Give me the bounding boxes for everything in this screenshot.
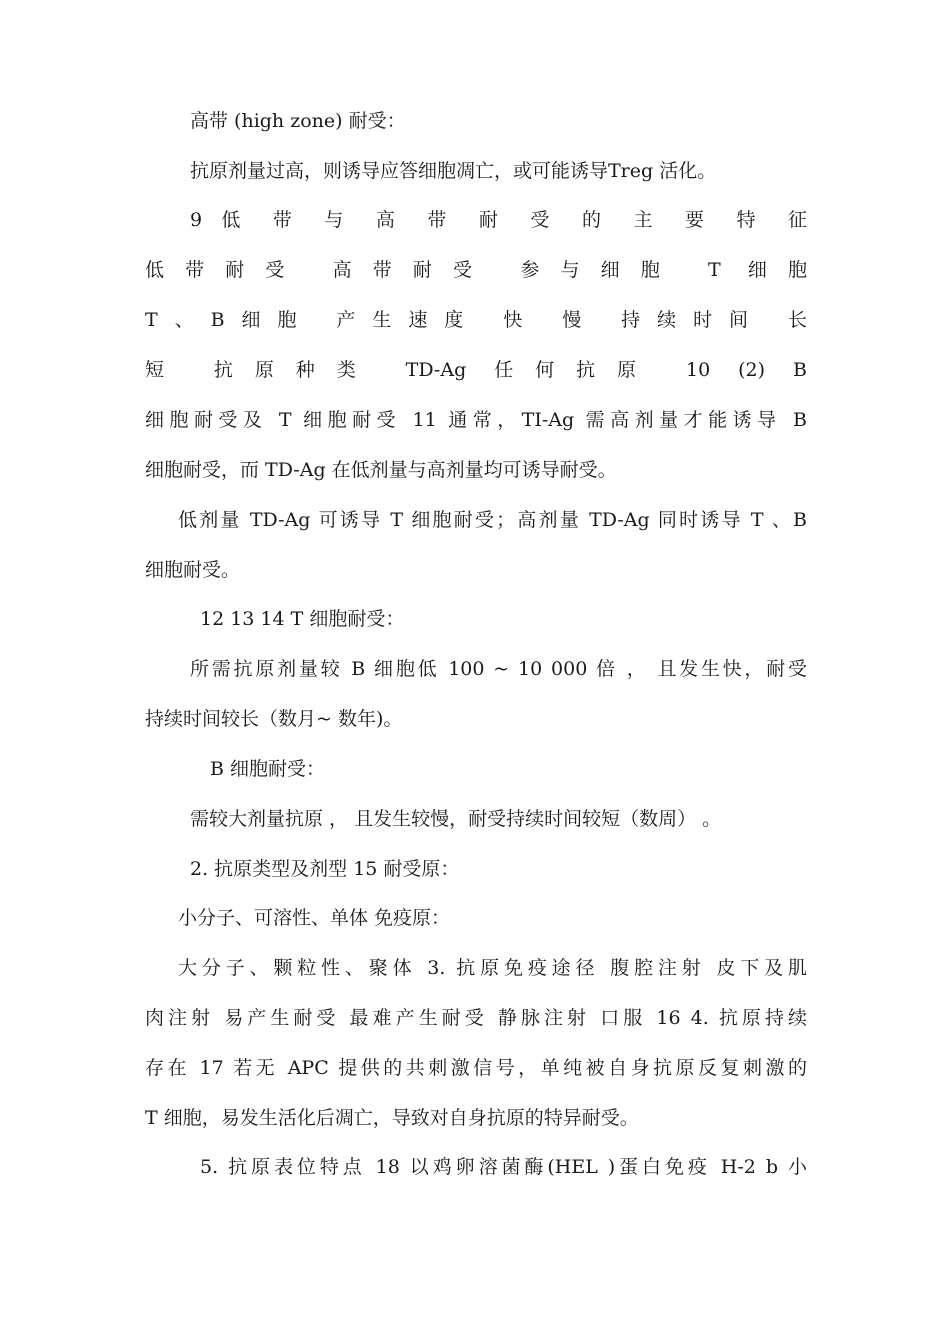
text-line: 抗原剂量过高，则诱导应答细胞凋亡，或可能诱导Treg 活化。 <box>190 160 717 182</box>
text-line: B 细胞耐受： <box>210 758 326 780</box>
text-line: 5. 抗原表位特点 18 以鸡卵溶菌酶(HEL )蛋白免疫 H-2 b 小 <box>200 1156 807 1178</box>
text-line: T 细胞，易发生活化后凋亡，导致对自身抗原的特异耐受。 <box>145 1107 639 1129</box>
text-line: 9 低 带 与 高 带 耐 受 的 主 要 特 征 <box>190 209 807 231</box>
text-line: 细胞耐受。 <box>145 559 241 581</box>
text-line: 低剂量 TD-Ag 可诱导 T 细胞耐受；高剂量 TD-Ag 同时诱导 T 、B <box>178 509 807 531</box>
text-line: 肉注射 易产生耐受 最难产生耐受 静脉注射 口服 16 4. 抗原持续 <box>145 1007 807 1029</box>
text-line: 存在 17 若无 APC 提供的共刺激信号，单纯被自身抗原反复刺激的 <box>145 1057 807 1079</box>
text-line: T、B细胞 产生速度 快 慢 持续时间 长 <box>145 309 807 331</box>
text-line: 12 13 14 T 细胞耐受： <box>200 608 405 630</box>
text-line: 持续时间较长（数月~ 数年)。 <box>145 708 403 730</box>
text-line: 需较大剂量抗原 ， 且发生较慢，耐受持续时间较短（数周） 。 <box>190 808 722 830</box>
text-line: 大分子、颗粒性、聚体 3. 抗原免疫途径 腹腔注射 皮下及肌 <box>178 957 807 979</box>
text-line: 短 抗原种类 TD-Ag 任何抗原 10 (2) B <box>145 359 807 381</box>
text-line: 细胞耐受及 T 细胞耐受 11 通常，TI-Ag 需高剂量才能诱导 B <box>145 409 807 431</box>
text-line: 所需抗原剂量较 B 细胞低 100 ~ 10 000 倍 ， 且发生快，耐受 <box>190 658 807 680</box>
text-line: 2. 抗原类型及剂型 15 耐受原： <box>190 858 460 880</box>
text-line: 细胞耐受，而 TD-Ag 在低剂量与高剂量均可诱导耐受。 <box>145 459 617 481</box>
text-line: 高带 (high zone) 耐受： <box>190 110 406 132</box>
text-line: 低带耐受 高带耐受 参与细胞 T 细胞 <box>145 259 807 281</box>
text-line: 小分子、可溶性、单体 免疫原： <box>178 907 451 929</box>
